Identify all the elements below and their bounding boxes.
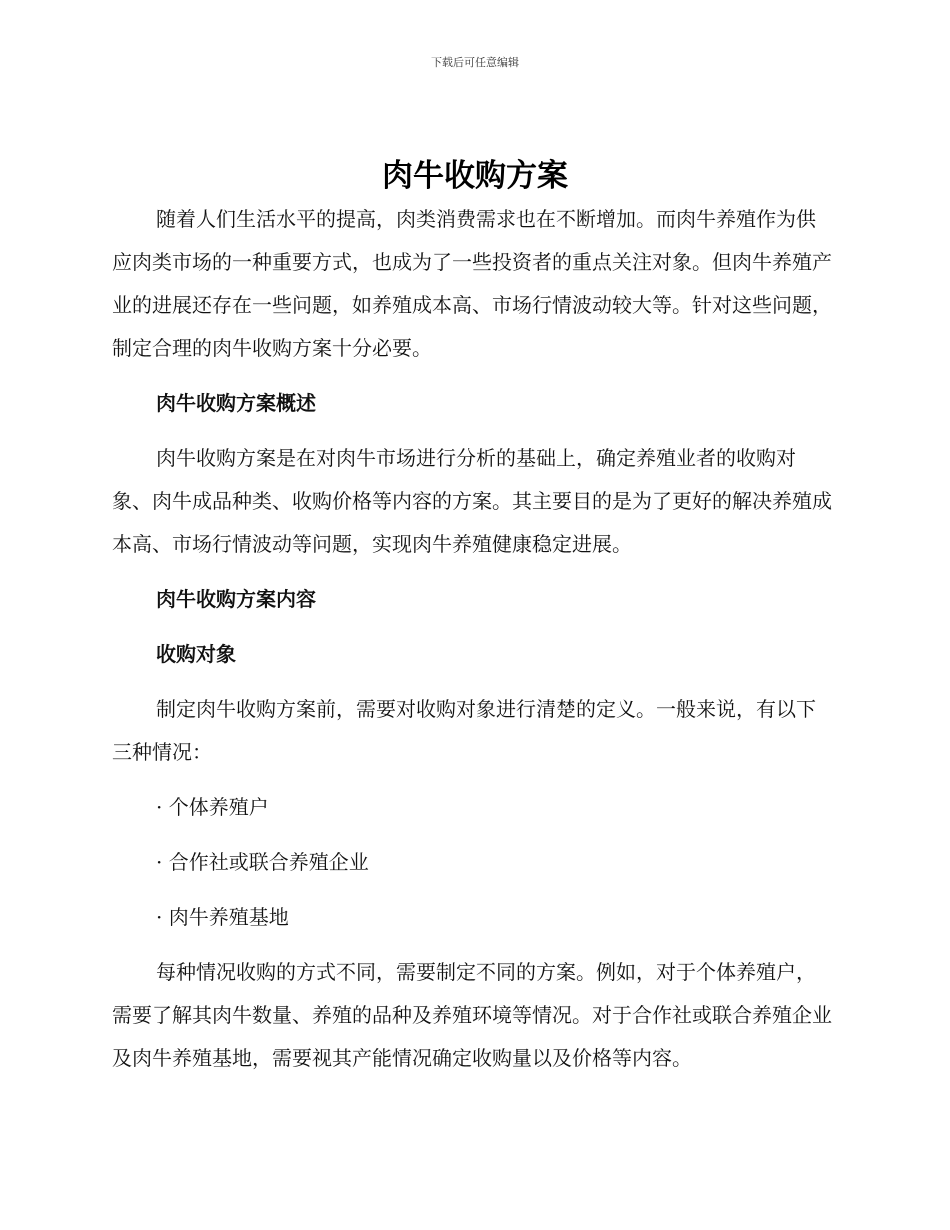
purchase-target-paragraph: 制定肉牛收购方案前，需要对收购对象进行清楚的定义。一般来说，有以下三种情况：	[112, 697, 816, 764]
overview-paragraph: 肉牛收购方案是在对肉牛市场进行分析的基础上，确定养殖业者的收购对象、肉牛成品种类、收购价格等内容的方案。其主要目的是为了更好的解决养殖成本高、市场行情波动等问题，实现肉牛养殖健康稳定进展。	[112, 446, 832, 556]
list-item: · 个体养殖户	[156, 795, 269, 819]
purchase-target-heading: 收购对象	[156, 642, 236, 666]
intro-paragraph: 随着人们生活水平的提高，肉类消费需求也在不断增加。而肉牛养殖作为供应肉类市场的一种重要方式，也成为了一些投资者的重点关注对象。但肉牛养殖产业的进展还存在一些问题，如养殖成本高、市场行情波动较大等。针对这些问题，制定合理的肉牛收购方案十分必要。	[112, 207, 832, 360]
list-item: · 肉牛养殖基地	[156, 905, 289, 929]
header-note: 下载后可任意编辑	[431, 56, 519, 69]
document-title: 肉牛收购方案	[382, 158, 568, 194]
content-heading: 肉牛收购方案内容	[156, 587, 316, 611]
closing-paragraph: 每种情况收购的方式不同，需要制定不同的方案。例如，对于个体养殖户，需要了解其肉牛数量、养殖的品种及养殖环境等情况。对于合作社或联合养殖企业及肉牛养殖基地，需要视其产能情况确定收购量以及价格等内容。	[112, 960, 832, 1070]
list-item: · 合作社或联合养殖企业	[156, 850, 369, 874]
overview-heading: 肉牛收购方案概述	[156, 391, 316, 415]
document-body	[112, 198, 832, 1080]
